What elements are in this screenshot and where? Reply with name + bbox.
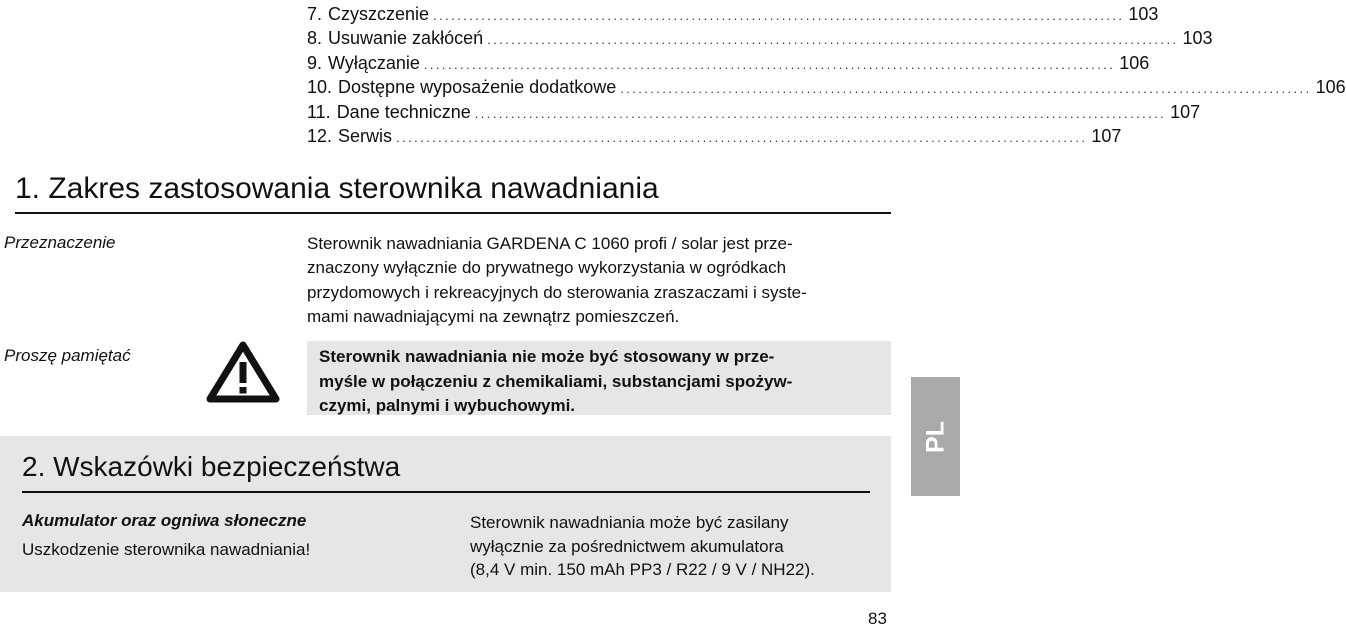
toc-leader: ................................................................................................................... <box>396 129 1088 145</box>
warning-box <box>307 341 891 415</box>
purpose-line: Sterownik nawadniania GARDENA C 1060 profi / solar jest prze- <box>307 234 793 253</box>
toc-title: Wyłączanie <box>328 52 420 73</box>
toc-number: 8. <box>307 28 323 49</box>
toc-entry[interactable] <box>307 51 1150 75</box>
language-tab-label: PL <box>921 420 949 453</box>
toc-page: 103 <box>1128 4 1159 24</box>
toc-page: 106 <box>1315 77 1346 98</box>
toc-page: 106 <box>1119 52 1150 73</box>
toc-title: Dostępne wyposażenie dodatkowe <box>338 77 617 98</box>
section-2-heading: 2. Wskazówki bezpieczeństwa <box>22 451 401 482</box>
battery-text <box>470 511 815 582</box>
warning-line: czymi, palnymi i wybuchowymi. <box>319 396 576 415</box>
warning-text <box>319 345 792 419</box>
table-of-contents <box>307 2 1346 148</box>
toc-entry[interactable] <box>307 26 1213 50</box>
toc-number: 11. <box>307 101 331 122</box>
heading-rule <box>22 491 870 493</box>
toc-page: 107 <box>1091 125 1122 146</box>
toc-title: Serwis <box>338 125 393 146</box>
purpose-text <box>307 232 882 329</box>
battery-line: (8,4 V min. 150 mAh PP3 / R22 / 9 V / NH22). <box>470 560 815 579</box>
toc-leader: ................................................................................................................... <box>620 81 1312 97</box>
toc-leader: ................................................................................................................... <box>423 56 1116 72</box>
section-1-heading: 1. Zakres zastosowania sterownika nawadniania <box>15 172 659 205</box>
heading-rule <box>15 212 891 214</box>
toc-page: 107 <box>1170 101 1201 122</box>
purpose-line: znaczony wyłącznie do prywatnego wykorzystania w ogródkach <box>307 258 787 278</box>
toc-title: Czyszczenie <box>328 4 430 24</box>
battery-line: Sterownik nawadniania może być zasilany <box>470 513 789 532</box>
warning-line: Sterownik nawadniania nie może być stosowany w prze- <box>319 347 775 366</box>
language-tab <box>911 377 960 496</box>
toc-number: 10. <box>307 77 333 98</box>
toc-number: 12. <box>307 125 333 146</box>
purpose-line: przydomowych i rekreacyjnych do sterowania zraszaczami i syste- <box>307 282 807 302</box>
toc-title: Usuwanie zakłóceń <box>328 28 484 49</box>
note-label: Proszę pamiętać <box>4 346 131 365</box>
battery-warning: Uszkodzenie sterownika nawadniania! <box>22 540 311 559</box>
toc-number: 9. <box>307 52 323 73</box>
warning-line: myśle w połączeniu z chemikaliami, substancjami spożyw- <box>319 371 793 391</box>
toc-leader: ................................................................................................................... <box>433 8 1125 23</box>
battery-subtitle: Akumulator oraz ogniwa słoneczne <box>22 511 307 530</box>
page-number: 83 <box>868 609 887 628</box>
purpose-line: mami nawadniającymi na zewnątrz pomieszczeń. <box>307 306 680 326</box>
purpose-label: Przeznaczenie <box>4 233 116 252</box>
toc-entry[interactable] <box>307 124 1122 148</box>
toc-leader: ................................................................................................................... <box>487 32 1179 48</box>
toc-page: 103 <box>1182 28 1213 49</box>
toc-number: 7. <box>307 4 323 24</box>
safety-section <box>0 436 891 592</box>
warning-triangle-icon <box>206 340 280 404</box>
toc-leader: ................................................................................................................... <box>474 105 1167 121</box>
toc-title: Dane techniczne <box>336 101 471 122</box>
battery-line: wyłącznie za pośrednictwem akumulatora <box>470 536 784 556</box>
toc-entry[interactable] <box>307 2 1159 26</box>
toc-entry[interactable] <box>307 100 1201 124</box>
toc-entry[interactable] <box>307 75 1346 99</box>
